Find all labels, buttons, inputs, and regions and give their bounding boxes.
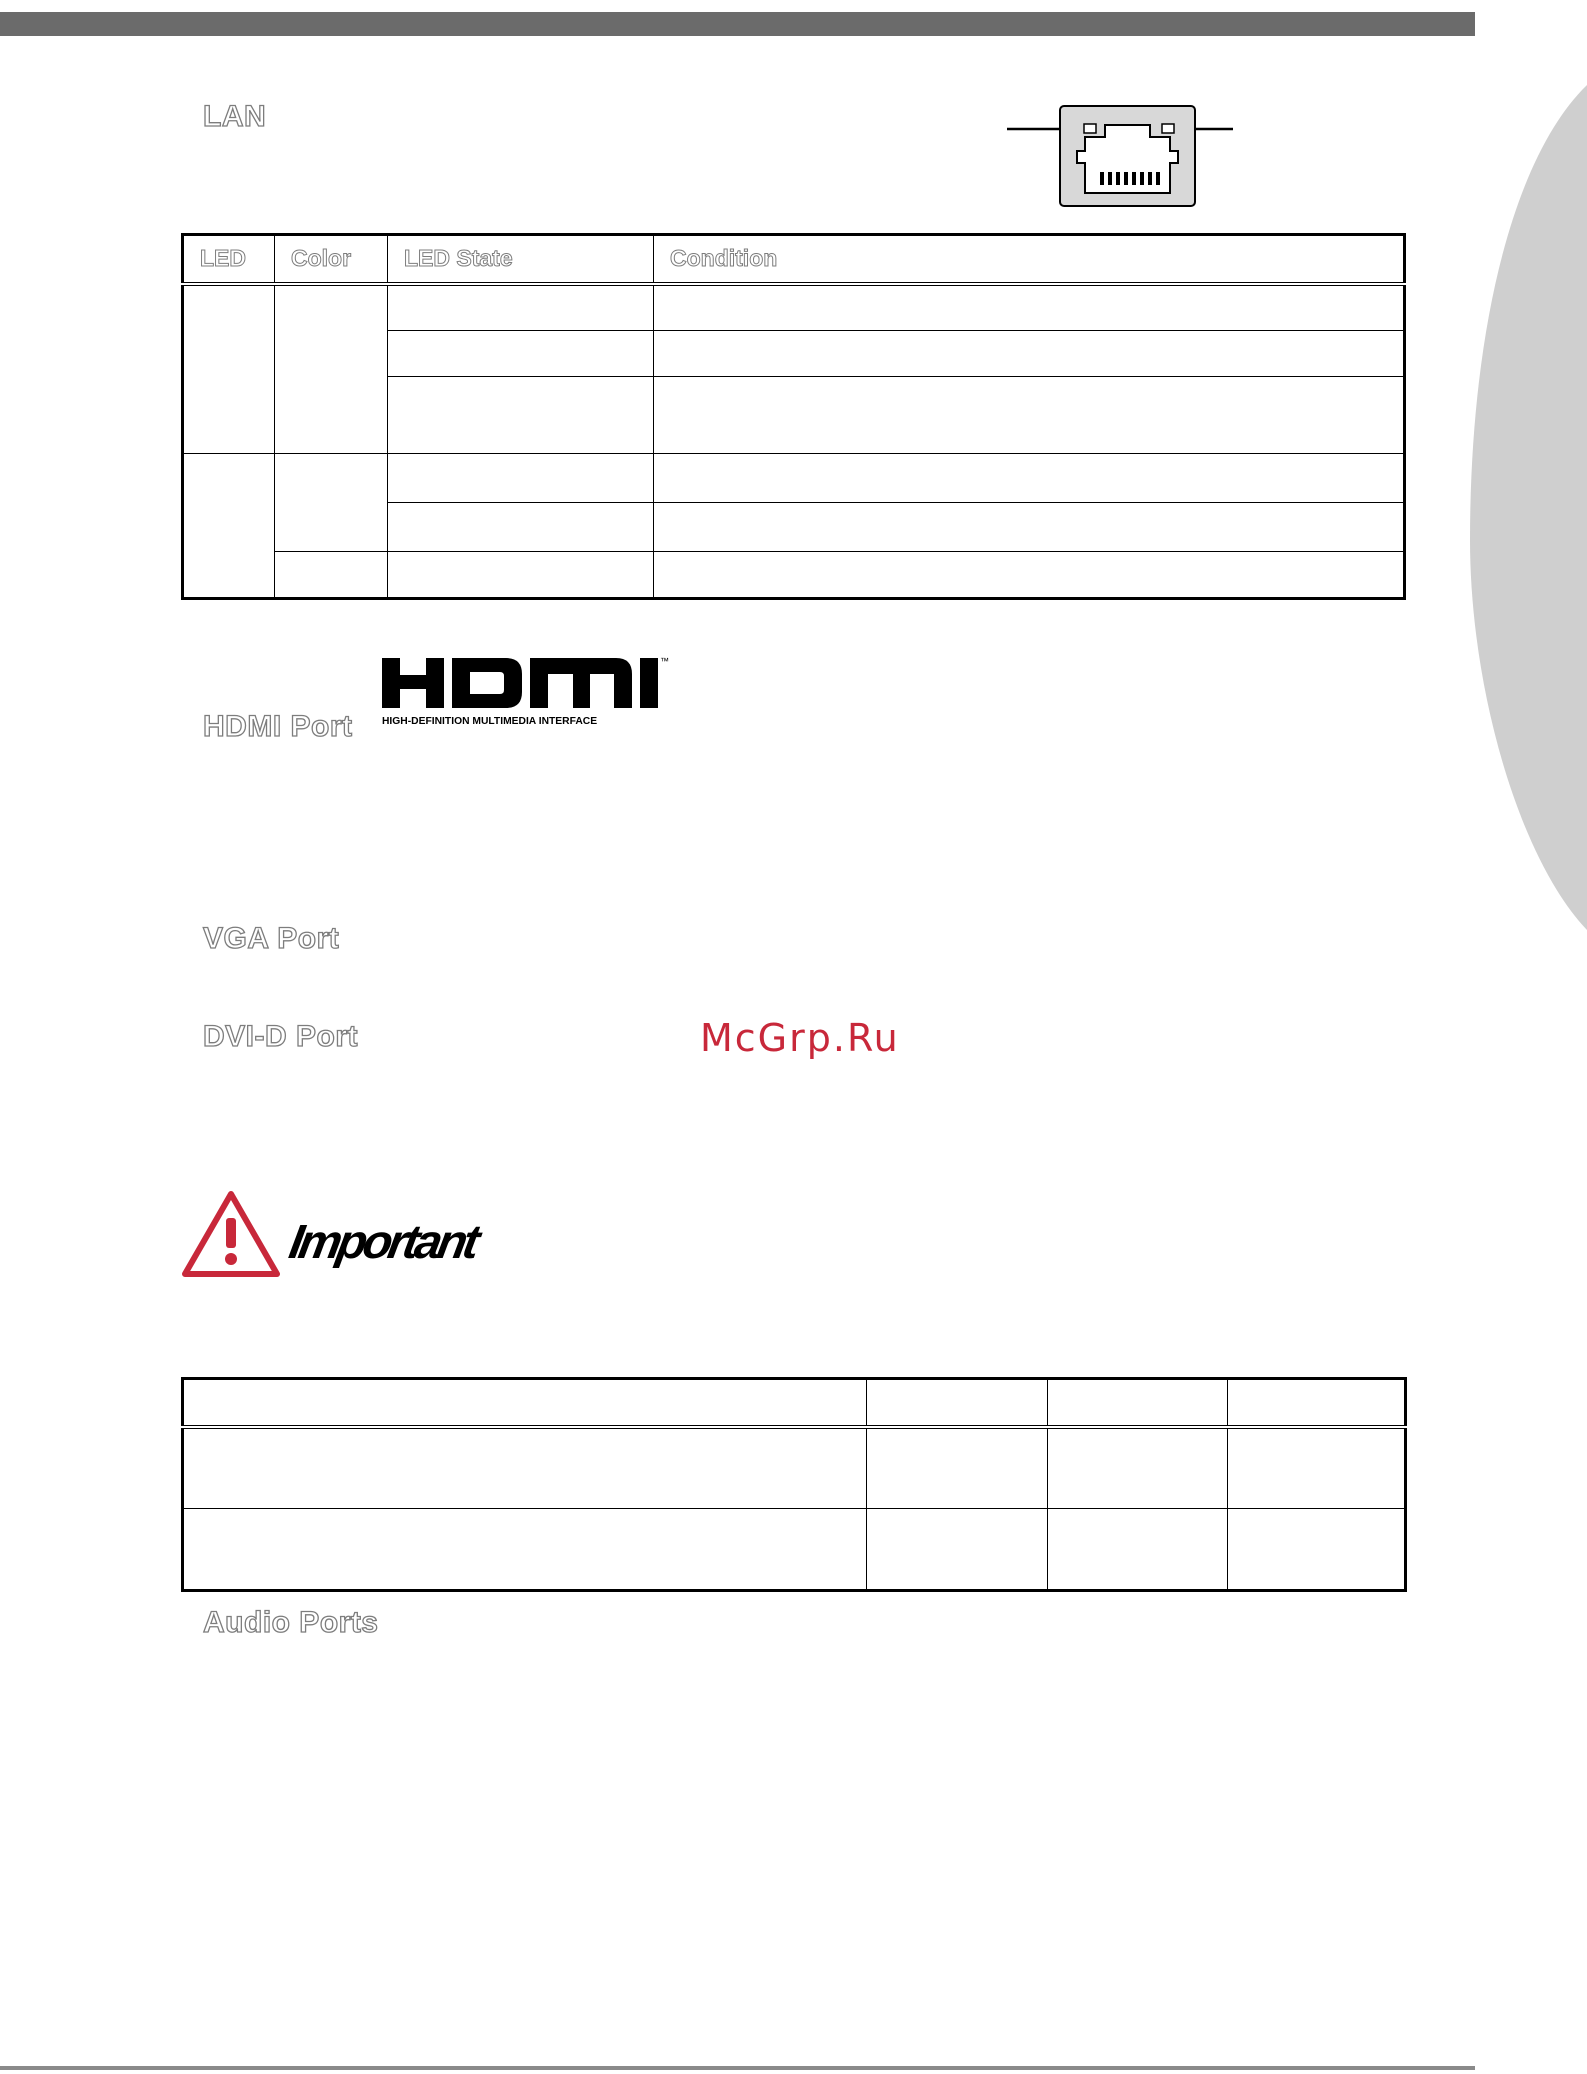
- important-label: Important: [285, 1216, 481, 1269]
- table-header-cell: [1228, 1379, 1406, 1427]
- watermark-text: McGrp.Ru: [700, 1016, 900, 1060]
- table-row: [183, 1427, 1406, 1509]
- table-cell: [183, 284, 275, 454]
- header-condition: Condition: [654, 235, 1405, 284]
- header-led-state: LED State: [388, 235, 654, 284]
- table-cell: [1228, 1427, 1406, 1509]
- table-cell: [1048, 1509, 1228, 1591]
- table-cell: [1228, 1509, 1406, 1591]
- dvi-heading: DVI-D Port: [203, 1020, 358, 1053]
- table-cell: [1048, 1427, 1228, 1509]
- hdmi-trademark: ™: [660, 656, 669, 666]
- hdmi-logo: [380, 652, 675, 727]
- table-cell: [654, 454, 1405, 503]
- table-cell: [183, 1509, 867, 1591]
- table-header-cell: [867, 1379, 1048, 1427]
- table-row: [183, 1509, 1406, 1591]
- lan-jack-icon: [1005, 103, 1235, 208]
- vga-heading: VGA Port: [203, 922, 340, 955]
- header-led: LED: [183, 235, 275, 284]
- hdmi-heading: HDMI Port: [203, 710, 353, 743]
- table-cell: [654, 284, 1405, 331]
- table-cell: [275, 552, 388, 599]
- table-cell: [867, 1509, 1048, 1591]
- table-row: [183, 284, 1405, 331]
- table-cell: [275, 454, 388, 552]
- table-cell: [388, 552, 654, 599]
- table-cell: [654, 377, 1405, 454]
- table-header-row: [183, 1379, 1406, 1427]
- table-cell: [867, 1427, 1048, 1509]
- table-cell: [388, 377, 654, 454]
- table-row: [183, 552, 1405, 599]
- lan-led-table: [181, 233, 1406, 600]
- header-color: Color: [275, 235, 388, 284]
- table-header-row: [183, 235, 1405, 284]
- table-cell: [654, 331, 1405, 377]
- table-cell: [654, 552, 1405, 599]
- table-cell: [275, 284, 388, 454]
- display-table: [181, 1377, 1407, 1592]
- table-cell: [388, 454, 654, 503]
- table-cell: [388, 331, 654, 377]
- warning-triangle-icon: [180, 1188, 282, 1280]
- table-cell: [183, 1427, 867, 1509]
- lan-heading: LAN: [203, 100, 267, 133]
- table-cell: [388, 503, 654, 552]
- table-row: [183, 454, 1405, 503]
- table-cell: [654, 503, 1405, 552]
- top-bar: [0, 12, 1475, 36]
- hdmi-tagline: HIGH-DEFINITION MULTIMEDIA INTERFACE: [382, 716, 598, 727]
- table-header-cell: [1048, 1379, 1228, 1427]
- bottom-rule: [0, 2066, 1475, 2070]
- table-cell: [183, 454, 275, 599]
- table-header-cell: [183, 1379, 867, 1427]
- chapter-side-tab: [1470, 40, 1587, 940]
- table-cell: [388, 284, 654, 331]
- audio-heading: Audio Ports: [203, 1606, 379, 1639]
